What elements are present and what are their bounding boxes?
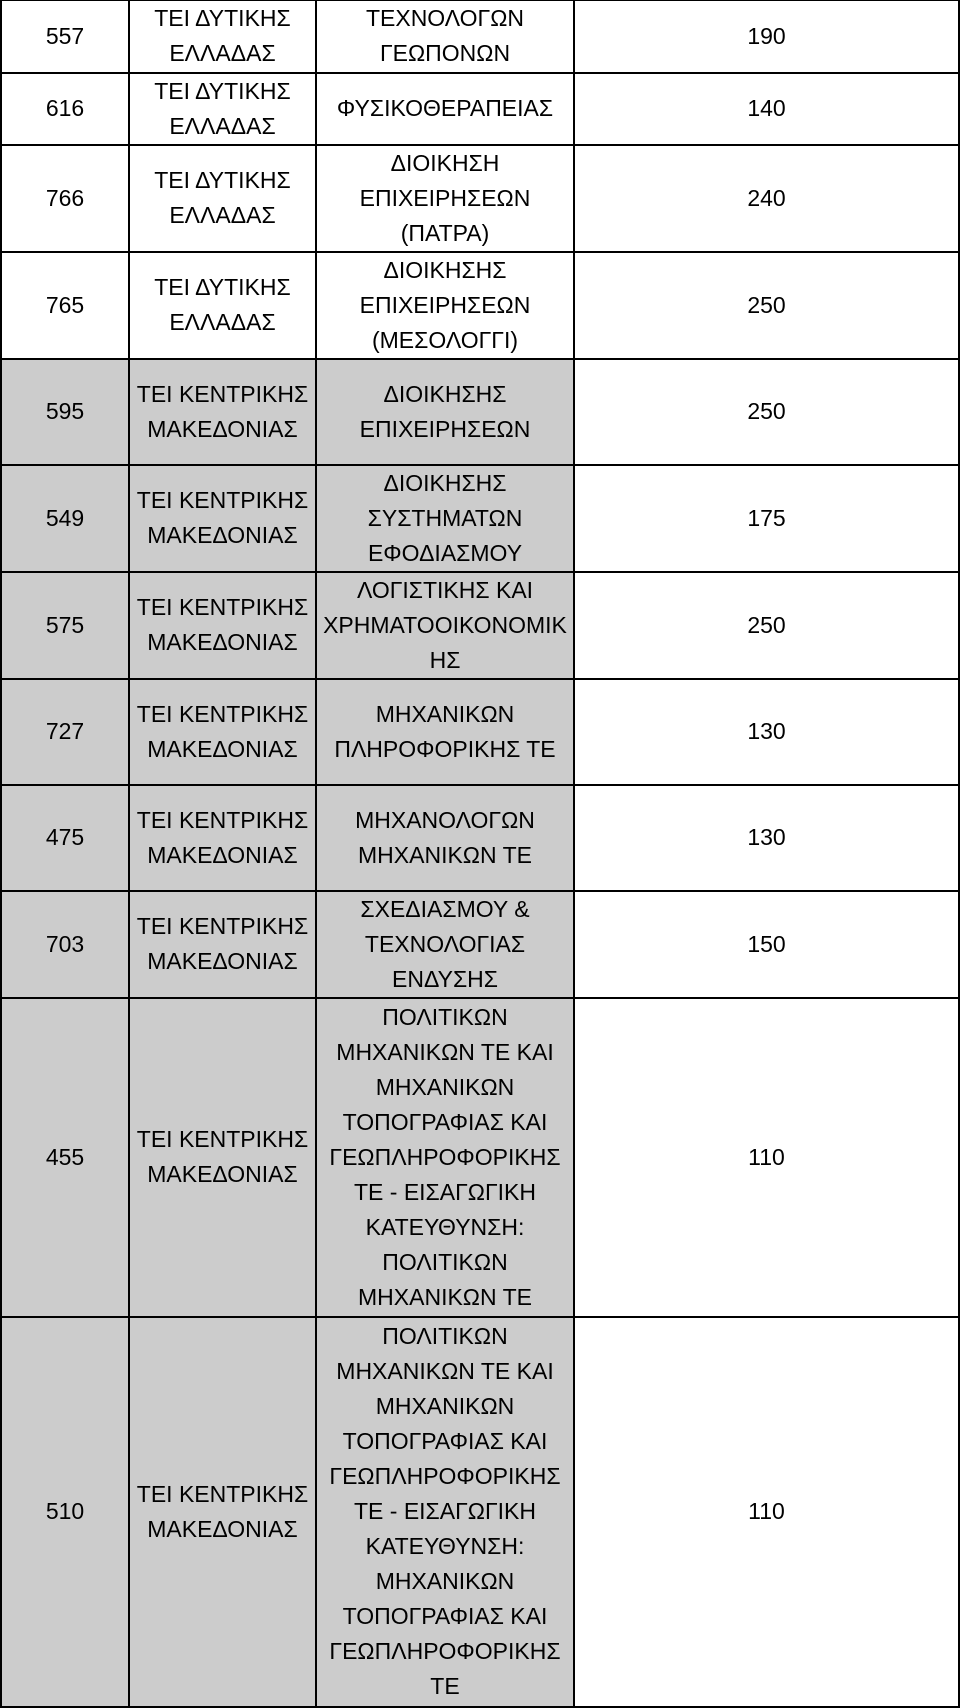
code-cell: 727 xyxy=(1,679,129,785)
table-row xyxy=(1,359,959,465)
table-row xyxy=(1,785,959,891)
institution-cell: ΤΕΙ ΔΥΤΙΚΗΣ ΕΛΛΑΔΑΣ xyxy=(129,1,316,73)
department-cell: ΔΙΟΙΚΗΣΗΣ ΕΠΙΧΕΙΡΗΣΕΩΝ xyxy=(316,359,574,465)
code-cell: 765 xyxy=(1,252,129,359)
department-cell: ΜΗΧΑΝΟΛΟΓΩΝ ΜΗΧΑΝΙΚΩΝ ΤΕ xyxy=(316,785,574,891)
institution-cell: ΤΕΙ ΚΕΝΤΡΙΚΗΣ ΜΑΚΕΔΟΝΙΑΣ xyxy=(129,891,316,998)
value-cell: 130 xyxy=(574,679,959,785)
institution-cell: ΤΕΙ ΔΥΤΙΚΗΣ ΕΛΛΑΔΑΣ xyxy=(129,145,316,252)
department-cell: ΔΙΟΙΚΗΣΗΣ ΣΥΣΤΗΜΑΤΩΝ ΕΦΟΔΙΑΣΜΟΥ xyxy=(316,465,574,572)
value-cell: 250 xyxy=(574,572,959,679)
code-cell: 549 xyxy=(1,465,129,572)
table-row xyxy=(1,465,959,572)
value-cell: 190 xyxy=(574,1,959,73)
department-cell: ΜΗΧΑΝΙΚΩΝ ΠΛΗΡΟΦΟΡΙΚΗΣ ΤΕ xyxy=(316,679,574,785)
table-row xyxy=(1,998,959,1317)
institution-cell: ΤΕΙ ΚΕΝΤΡΙΚΗΣ ΜΑΚΕΔΟΝΙΑΣ xyxy=(129,998,316,1317)
value-cell: 250 xyxy=(574,252,959,359)
table-row xyxy=(1,891,959,998)
value-cell: 250 xyxy=(574,359,959,465)
code-cell: 557 xyxy=(1,1,129,73)
department-cell: ΣΧΕΔΙΑΣΜΟΥ & ΤΕΧΝΟΛΟΓΙΑΣ ΕΝΔΥΣΗΣ xyxy=(316,891,574,998)
table-row xyxy=(1,145,959,252)
code-cell: 455 xyxy=(1,998,129,1317)
value-cell: 175 xyxy=(574,465,959,572)
code-cell: 616 xyxy=(1,73,129,145)
department-cell: ΠΟΛΙΤΙΚΩΝ ΜΗΧΑΝΙΚΩΝ ΤΕ ΚΑΙ ΜΗΧΑΝΙΚΩΝ ΤΟΠΟΓΡΑΦΙΑΣ ΚΑΙ ΓΕΩΠΛΗΡΟΦΟΡΙΚΗΣ ΤΕ - ΕΙΣΑΓΩΓΙΚΗ ΚΑΤΕΥΘΥΝΣΗ: ΜΗΧΑΝΙΚΩΝ ΤΟΠΟΓΡΑΦΙΑΣ ΚΑΙ ΓΕΩΠΛΗΡΟΦΟΡΙΚΗΣ ΤΕ xyxy=(316,1317,574,1707)
code-cell: 766 xyxy=(1,145,129,252)
institution-cell: ΤΕΙ ΚΕΝΤΡΙΚΗΣ ΜΑΚΕΔΟΝΙΑΣ xyxy=(129,679,316,785)
table-row xyxy=(1,252,959,359)
value-cell: 130 xyxy=(574,785,959,891)
department-cell: ΛΟΓΙΣΤΙΚΗΣ ΚΑΙ ΧΡΗΜΑΤΟΟΙΚΟΝΟΜΙΚΗΣ xyxy=(316,572,574,679)
institution-cell: ΤΕΙ ΚΕΝΤΡΙΚΗΣ ΜΑΚΕΔΟΝΙΑΣ xyxy=(129,359,316,465)
value-cell: 240 xyxy=(574,145,959,252)
value-cell: 140 xyxy=(574,73,959,145)
value-cell: 150 xyxy=(574,891,959,998)
value-cell: 110 xyxy=(574,1317,959,1707)
table-row xyxy=(1,572,959,679)
code-cell: 475 xyxy=(1,785,129,891)
institution-cell: ΤΕΙ ΚΕΝΤΡΙΚΗΣ ΜΑΚΕΔΟΝΙΑΣ xyxy=(129,785,316,891)
department-cell: ΦΥΣΙΚΟΘΕΡΑΠΕΙΑΣ xyxy=(316,73,574,145)
code-cell: 595 xyxy=(1,359,129,465)
department-cell: ΠΟΛΙΤΙΚΩΝ ΜΗΧΑΝΙΚΩΝ ΤΕ ΚΑΙ ΜΗΧΑΝΙΚΩΝ ΤΟΠΟΓΡΑΦΙΑΣ ΚΑΙ ΓΕΩΠΛΗΡΟΦΟΡΙΚΗΣ ΤΕ - ΕΙΣΑΓΩΓΙΚΗ ΚΑΤΕΥΘΥΝΣΗ: ΠΟΛΙΤΙΚΩΝ ΜΗΧΑΝΙΚΩΝ ΤΕ xyxy=(316,998,574,1317)
code-cell: 703 xyxy=(1,891,129,998)
table-row xyxy=(1,1317,959,1707)
institution-cell: ΤΕΙ ΚΕΝΤΡΙΚΗΣ ΜΑΚΕΔΟΝΙΑΣ xyxy=(129,1317,316,1707)
institution-cell: ΤΕΙ ΚΕΝΤΡΙΚΗΣ ΜΑΚΕΔΟΝΙΑΣ xyxy=(129,465,316,572)
institution-cell: ΤΕΙ ΔΥΤΙΚΗΣ ΕΛΛΑΔΑΣ xyxy=(129,252,316,359)
code-cell: 575 xyxy=(1,572,129,679)
code-cell: 510 xyxy=(1,1317,129,1707)
table-row xyxy=(1,1,959,73)
institution-cell: ΤΕΙ ΚΕΝΤΡΙΚΗΣ ΜΑΚΕΔΟΝΙΑΣ xyxy=(129,572,316,679)
table-row xyxy=(1,73,959,145)
table-row xyxy=(1,679,959,785)
institution-cell: ΤΕΙ ΔΥΤΙΚΗΣ ΕΛΛΑΔΑΣ xyxy=(129,73,316,145)
value-cell: 110 xyxy=(574,998,959,1317)
department-cell: ΔΙΟΙΚΗΣΗ ΕΠΙΧΕΙΡΗΣΕΩΝ (ΠΑΤΡΑ) xyxy=(316,145,574,252)
department-cell: ΤΕΧΝΟΛΟΓΩΝ ΓΕΩΠΟΝΩΝ xyxy=(316,1,574,73)
department-cell: ΔΙΟΙΚΗΣΗΣ ΕΠΙΧΕΙΡΗΣΕΩΝ (ΜΕΣΟΛΟΓΓΙ) xyxy=(316,252,574,359)
